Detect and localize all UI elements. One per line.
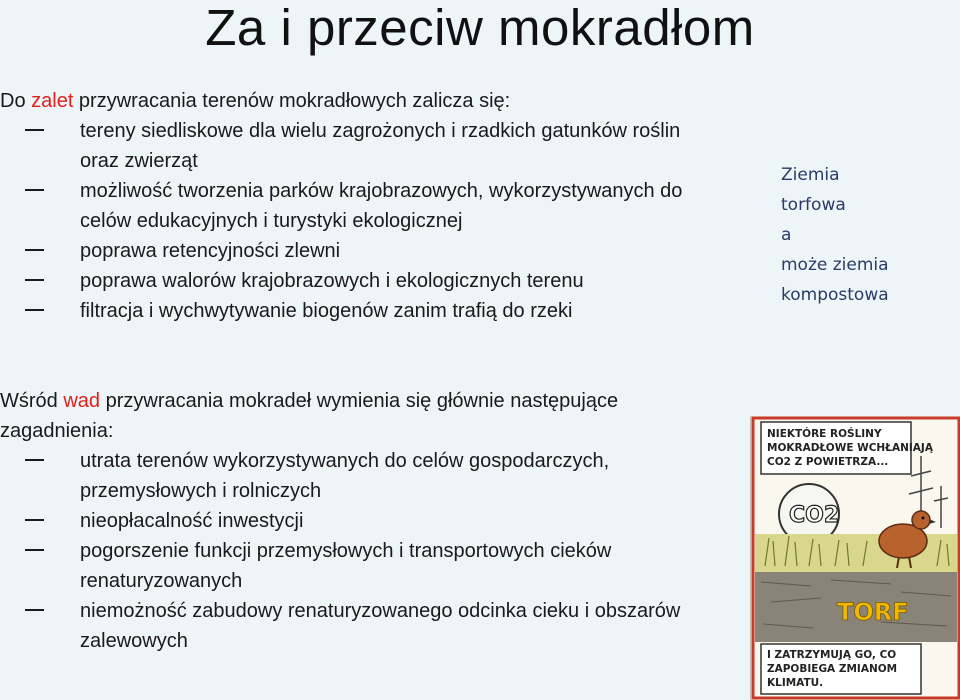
disadvantages-highlight: wad bbox=[63, 390, 101, 412]
dash-bullet-icon bbox=[25, 189, 44, 191]
list-item-text: poprawa walorów krajobrazowych i ekologicznych terenu bbox=[80, 270, 584, 292]
list-item-text: niemożność zabudowy renaturyzowanego odcinka cieku i obszarów zalewowych bbox=[80, 600, 681, 652]
list-item bbox=[0, 236, 720, 266]
comic-caption-top-line: CO2 Z POWIETRZA... bbox=[767, 456, 889, 468]
side-note-line: może ziemia bbox=[781, 255, 889, 275]
list-item bbox=[0, 506, 720, 536]
list-item-text: utrata terenów wykorzystywanych do celów gospodarczych, przemysłowych i rolniczych bbox=[80, 450, 610, 502]
dash-bullet-icon bbox=[25, 549, 44, 551]
list-item bbox=[0, 596, 720, 656]
list-item-text: tereny siedliskowe dla wielu zagrożonych i rzadkich gatunków roślin oraz zwierząt bbox=[80, 120, 681, 172]
list-item-text: możliwość tworzenia parków krajobrazowych, wykorzystywanych do celów edukacyjnych i turystyki ekologicznej bbox=[80, 180, 683, 232]
list-item bbox=[0, 176, 720, 236]
list-item-text: poprawa retencyjności zlewni bbox=[80, 240, 341, 262]
peat-comic-illustration bbox=[751, 416, 960, 700]
side-note-line: Ziemia bbox=[781, 165, 840, 185]
disadvantages-section bbox=[0, 386, 720, 656]
dash-bullet-icon bbox=[25, 459, 44, 461]
comic-caption-bottom-line: KLIMATU. bbox=[767, 677, 824, 689]
dash-bullet-icon bbox=[25, 129, 44, 131]
list-item bbox=[0, 536, 720, 596]
list-item bbox=[0, 116, 720, 176]
dash-bullet-icon bbox=[25, 309, 44, 311]
disadvantages-intro-end: przywracania mokradeł wymienia się głównie następujące zagadnienia: bbox=[0, 390, 619, 442]
list-item-text: nieopłacalność inwestycji bbox=[80, 510, 304, 532]
advantages-list bbox=[0, 116, 720, 326]
side-note bbox=[781, 160, 931, 310]
disadvantages-list bbox=[0, 446, 720, 656]
disadvantages-intro bbox=[0, 386, 660, 446]
comic-caption-bottom-line: ZAPOBIEGA ZMIANOM bbox=[767, 663, 898, 675]
co2-label: CO2 bbox=[789, 503, 840, 528]
advantages-intro-end: przywracania terenów mokradłowych zalicza się: bbox=[73, 90, 511, 112]
list-item bbox=[0, 446, 720, 506]
comic-caption-top-line: MOKRADŁOWE WCHŁANIAJĄ bbox=[767, 442, 933, 454]
dash-bullet-icon bbox=[25, 609, 44, 611]
dash-bullet-icon bbox=[25, 249, 44, 251]
advantages-intro bbox=[0, 86, 720, 116]
side-note-line: kompostowa bbox=[781, 285, 889, 305]
list-item-text: pogorszenie funkcji przemysłowych i transportowych cieków renaturyzowanych bbox=[80, 540, 612, 592]
peat-comic-image bbox=[750, 416, 960, 700]
dash-bullet-icon bbox=[25, 519, 44, 521]
comic-caption-bottom-line: I ZATRZYMUJĄ GO, CO bbox=[767, 649, 897, 661]
list-item bbox=[0, 266, 720, 296]
advantages-highlight: zalet bbox=[31, 90, 74, 112]
comic-caption-top-line: NIEKTÓRE ROŚLINY bbox=[767, 428, 882, 440]
list-item-text: filtracja i wychwytywanie biogenów zanim trafią do rzeki bbox=[80, 300, 573, 322]
side-note-line: torfowa bbox=[781, 195, 846, 215]
list-item bbox=[0, 296, 720, 326]
torf-label: TORF bbox=[837, 598, 909, 626]
dash-bullet-icon bbox=[25, 279, 44, 281]
disadvantages-intro-start: Wśród bbox=[0, 390, 64, 412]
page-title: Za i przeciw mokradłom bbox=[205, 0, 755, 56]
advantages-section bbox=[0, 86, 720, 326]
advantages-intro-start: Do bbox=[0, 90, 32, 112]
side-note-line: a bbox=[781, 225, 792, 245]
